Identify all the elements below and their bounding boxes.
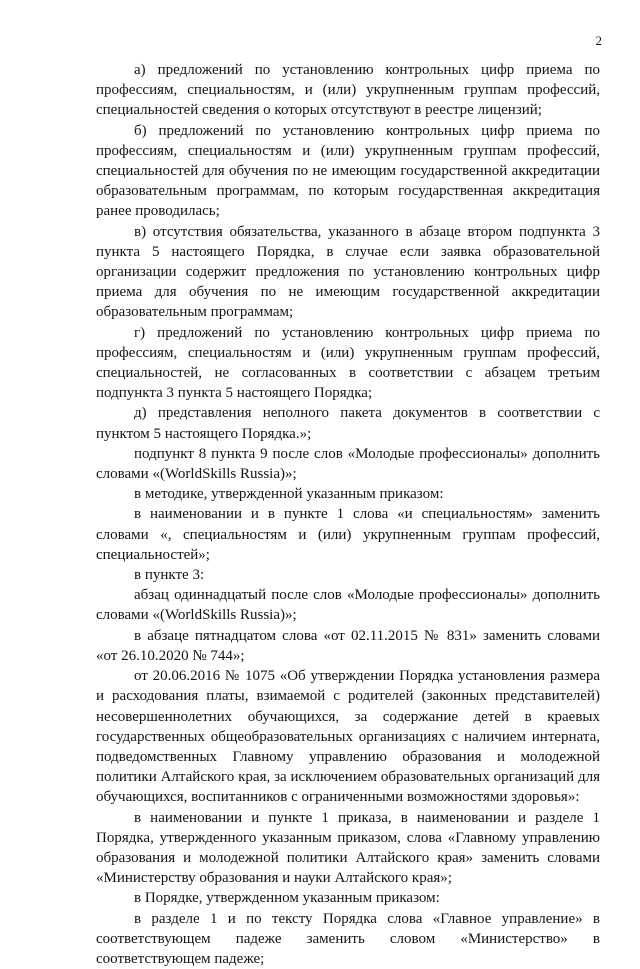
document-body: [96, 60, 600, 969]
paragraph-item-a: а) предложений по установлению контрольных цифр приема по профессиям, специальностям, и (или) укрупненным группам профессий, специальностей сведения о которых отсутствуют в реестре лицензий;: [96, 62, 600, 119]
page-number: 2: [595, 33, 602, 48]
paragraph-item-g: г) предложений по установлению контрольных цифр приема по профессиям, специальностям и (или) укрупненным группам профессий, специальностей, не согласованных в соответствии с абзацем третьим подпункта 3 пункта 5 настоящего Порядка;: [96, 324, 600, 402]
paragraph-eleventh-abzac: абзац одиннадцатый после слов «Молодые профессионалы» дополнить словами «(WorldSkills Russia)»;: [96, 587, 600, 624]
paragraph-point-3: в пункте 3:: [134, 567, 205, 584]
paragraph-order-1075: от 20.06.2016 № 1075 «Об утверждении Порядка установления размера и расходования платы, взимаемой с родителей (законных представителей) несовершеннолетних обучающихся, за содержание детей в краевых государственных общеобразовательных организациях с наличием интерната, подведомственных Главному управлению образования и молодежной политики Алтайского края, за исключением образовательных организаций для обучающихся, воспитанников с ограниченными возможностями здоровья»:: [96, 668, 600, 806]
paragraph-subitem-8: подпункт 8 пункта 9 после слов «Молодые профессионалы» дополнить словами «(WorldSkills Russia)»;: [96, 445, 600, 483]
paragraph-procedure: в Порядке, утвержденном указанным приказом:: [134, 890, 440, 907]
paragraph-name-point-1: в наименовании и в пункте 1 слова «и специальностям» заменить словами «, специальностям и (или) укрупненным группам профессий, специальностей»;: [96, 506, 600, 563]
paragraph-item-v: в) отсутствия обязательства, указанного в абзаце втором подпункта 3 пункта 5 настоящего Порядка, в случае если заявка образовательной организации содержит предложения по установлению контрольных цифр приема для обучения по не имеющим государственной аккредитации образовательным программам;: [96, 223, 600, 321]
paragraph-item-b: б) предложений по установлению контрольных цифр приема по профессиям, специальностям и (или) укрупненным группам профессий, специальностей для обучения по не имеющим государственной аккредитации образовательным программам, по которым государственная аккредитация ранее проводилась;: [96, 122, 600, 220]
paragraph-item-d: д) представления неполного пакета документов в соответствии с пунктом 5 настоящего Порядка.»;: [96, 405, 600, 442]
paragraph-methodology: в методике, утвержденной указанным приказом:: [134, 486, 444, 503]
paragraph-order-name: в наименовании и пункте 1 приказа, в наименовании и разделе 1 Порядка, утвержденного указанным приказом, слова «Главному управлению образования и молодежной политики Алтайского края» заменить словами «Министерству образования и науки Алтайского края»;: [96, 809, 600, 887]
paragraph-fifteenth-abzac: в абзаце пятнадцатом слова «от 02.11.2015 № 831» заменить словами «от 26.10.2020 № 744»;: [96, 627, 600, 664]
paragraph-section-1: в разделе 1 и по тексту Порядка слова «Главное управление» в соответствующем падеже заменить словом «Министерство» в соответствующем падеже;: [96, 910, 600, 967]
